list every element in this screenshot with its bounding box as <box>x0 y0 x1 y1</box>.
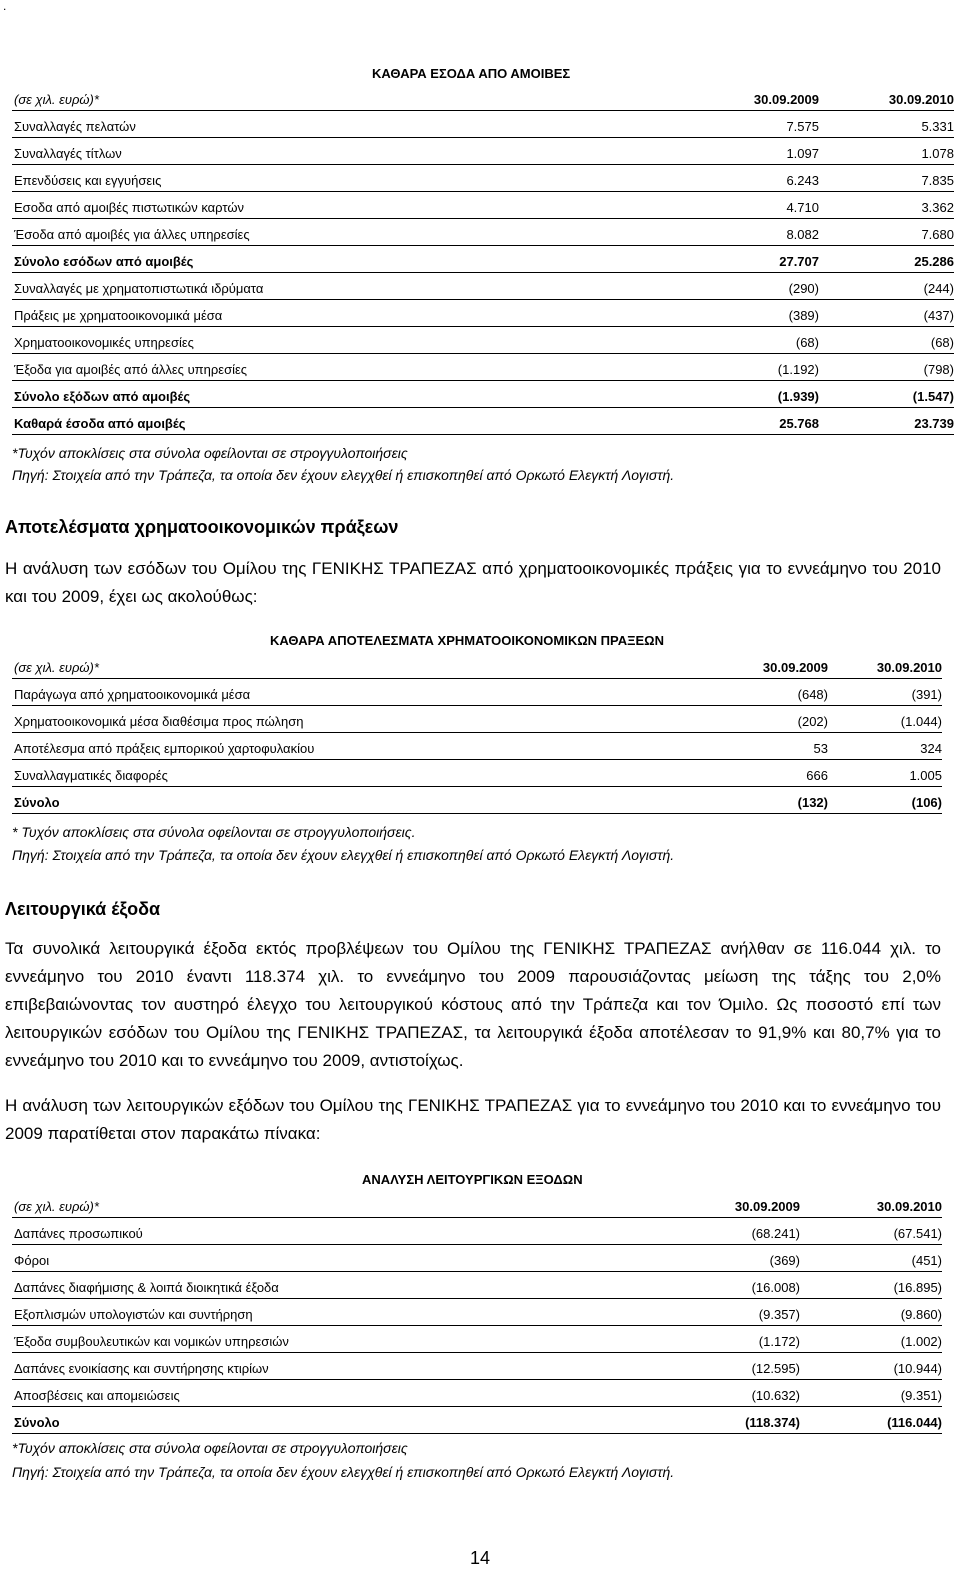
value-2010: 1.005 <box>909 768 942 783</box>
section-heading: Λειτουργικά έξοδα <box>5 899 161 919</box>
value-2010: (116.044) <box>887 1415 942 1430</box>
value-2009: (1.939) <box>777 389 819 404</box>
column-header-2010: 30.09.2010 <box>888 92 954 107</box>
table-title: ΑΝΑΛΥΣΗ ΛΕΙΤΟΥΡΓΙΚΩΝ ΕΞΟΔΩΝ <box>362 1172 583 1187</box>
table-row <box>12 354 954 381</box>
value-2009: (202) <box>797 714 828 729</box>
value-2010: 25.286 <box>914 254 954 269</box>
row-label: Πράξεις με χρηματοοικονομικά μέσα <box>14 308 223 323</box>
table-title: ΚΑΘΑΡΑ ΑΠΟΤΕΛΕΣΜΑΤΑ ΧΡΗΜΑΤΟΟΙΚΟΝΟΜΙΚΩΝ ΠΡΑΞΕΩΝ <box>270 633 664 648</box>
value-2010: (67.541) <box>893 1226 942 1241</box>
value-2009: 6.243 <box>786 173 819 188</box>
value-2010: (10.944) <box>893 1361 942 1376</box>
value-2010: (1.044) <box>900 714 942 729</box>
table-row <box>12 1326 942 1353</box>
value-2009: (118.374) <box>745 1415 800 1430</box>
row-label: Εξοπλισμών υπολογιστών και συντήρηση <box>14 1307 253 1322</box>
column-header-2010: 30.09.2010 <box>876 660 942 675</box>
value-2010: 7.680 <box>921 227 954 242</box>
table-row <box>12 1272 942 1299</box>
value-2009: (68.241) <box>751 1226 800 1241</box>
value-2010: (9.860) <box>900 1307 942 1322</box>
total-row <box>12 787 942 814</box>
table-row <box>12 733 942 760</box>
column-header-2009: 30.09.2009 <box>762 660 828 675</box>
table-row <box>12 138 954 165</box>
units-label: (σε χιλ. ευρώ)* <box>14 1199 99 1214</box>
rounding-note: *Τυχόν αποκλίσεις στα σύνολα οφείλονται σε στρογγυλοποιήσεις <box>12 445 408 461</box>
net-total-row <box>12 408 954 435</box>
value-2010: (1.002) <box>900 1334 942 1349</box>
rounding-note: * Τυχόν αποκλίσεις στα σύνολα οφείλονται σε στρογγυλοποιήσεις. <box>12 824 416 840</box>
row-label: Συναλλαγές τίτλων <box>14 146 122 161</box>
row-label: Χρηματοοικονομικές υπηρεσίες <box>14 335 194 350</box>
units-label: (σε χιλ. ευρώ)* <box>14 92 99 107</box>
row-label: Σύνολο <box>14 1415 60 1430</box>
page-mark: . <box>3 0 7 13</box>
value-2009: (10.632) <box>751 1388 800 1403</box>
units-label: (σε χιλ. ευρώ)* <box>14 660 99 675</box>
value-2009: 25.768 <box>779 416 819 431</box>
row-label: Εσοδα από αμοιβές πιστωτικών καρτών <box>14 200 244 215</box>
row-label: Αποσβέσεις και απομειώσεις <box>14 1388 180 1403</box>
value-2010: (106) <box>911 795 942 810</box>
value-2009: (16.008) <box>751 1280 800 1295</box>
row-label: Συναλλαγματικές διαφορές <box>14 768 168 783</box>
table-row <box>12 706 942 733</box>
section-paragraph: Τα συνολικά λειτουργικά έξοδα εκτός προβλέψεων του Ομίλου της ΓΕΝΙΚΗΣ ΤΡΑΠΕΖΑΣ ανήλθαν σε 116.044 χιλ. το εννεάμηνο του 2010 έναντι 118.374 χιλ. το εννεάμηνο του 2009 παρουσιάζοντας μείωση της τάξης του 2,0% επιβεβαιώνοντας τον αυστηρό έλεγχο του λειτουργικού κόστους από την Τράπεζα και τον Όμιλο. Ως ποσοστό επί των λειτουργικών εσόδων του Ομίλου της ΓΕΝΙΚΗΣ ΤΡΑΠΕΖΑΣ, τα λειτουργικά έξοδα αποτέλεσαν το 91,9% και 80,7% για το εννεάμηνο του 2010 και το εννεάμηνο του 2009, αντιστοίχως. <box>5 939 941 1070</box>
table-row <box>12 219 954 246</box>
row-label: Δαπάνες προσωπικού <box>14 1226 143 1241</box>
value-2010: (16.895) <box>893 1280 942 1295</box>
table-row <box>12 1380 942 1407</box>
value-2009: (389) <box>788 308 819 323</box>
table-row <box>12 1245 942 1272</box>
table-row <box>12 111 954 138</box>
value-2009: 53 <box>813 741 828 756</box>
value-2010: (391) <box>911 687 942 702</box>
value-2009: (132) <box>797 795 828 810</box>
table-row <box>12 165 954 192</box>
table-header-row <box>12 84 954 111</box>
row-label: Χρηματοοικονομικά μέσα διαθέσιμα προς πώληση <box>14 714 304 729</box>
value-2010: 1.078 <box>921 146 954 161</box>
row-label: Παράγωγα από χρηματοοικονομικά μέσα <box>14 687 251 702</box>
value-2009: (290) <box>788 281 819 296</box>
row-label: Συναλλαγές με χρηματοπιστωτικά ιδρύματα <box>14 281 264 296</box>
value-2010: 324 <box>920 741 942 756</box>
value-2009: 7.575 <box>786 119 819 134</box>
row-label: Φόροι <box>14 1253 50 1268</box>
table-row <box>12 1299 942 1326</box>
section-heading: Αποτελέσματα χρηματοοικονομικών πράξεων <box>5 517 399 537</box>
source-note: Πηγή: Στοιχεία από την Τράπεζα, τα οποία δεν έχουν ελεγχθεί ή επισκοπηθεί από Ορκωτό Ελεγκτή Λογιστή. <box>12 1464 675 1480</box>
value-2010: 3.362 <box>921 200 954 215</box>
total-row <box>12 246 954 273</box>
row-label: Δαπάνες διαφήμισης & λοιπά διοικητικά έξοδα <box>14 1280 279 1295</box>
value-2009: (68) <box>795 335 819 350</box>
value-2010: (244) <box>923 281 954 296</box>
value-2009: 666 <box>806 768 828 783</box>
source-note: Πηγή: Στοιχεία από την Τράπεζα, τα οποία δεν έχουν ελεγχθεί ή επισκοπηθεί από Ορκωτό Ελεγκτή Λογιστή. <box>12 847 675 863</box>
row-label: Σύνολο εξόδων από αμοιβές <box>14 389 191 404</box>
table-row <box>12 1218 942 1245</box>
section-paragraph: Η ανάλυση των εσόδων του Ομίλου της ΓΕΝΙΚΗΣ ΤΡΑΠΕΖΑΣ από χρηματοοικονομικές πράξεις για το εννεάμηνο του 2010 και του 2009, έχει ως ακολούθως: <box>5 559 941 606</box>
value-2010: (68) <box>930 335 954 350</box>
row-label: Έξοδα συμβουλευτικών και νομικών υπηρεσιών <box>14 1334 289 1349</box>
row-label: Συναλλαγές πελατών <box>14 119 136 134</box>
value-2009: 27.707 <box>779 254 819 269</box>
value-2009: (648) <box>797 687 828 702</box>
value-2009: (1.192) <box>777 362 819 377</box>
column-header-2009: 30.09.2009 <box>753 92 819 107</box>
table-header-row <box>12 652 942 679</box>
value-2009: 4.710 <box>786 200 819 215</box>
table-row <box>12 1353 942 1380</box>
table-row <box>12 273 954 300</box>
value-2010: (451) <box>911 1253 942 1268</box>
column-header-2009: 30.09.2009 <box>734 1199 800 1214</box>
row-label: Σύνολο <box>14 795 60 810</box>
value-2010: (798) <box>923 362 954 377</box>
value-2009: 1.097 <box>786 146 819 161</box>
value-2009: (9.357) <box>758 1307 800 1322</box>
row-label: Έξοδα για αμοιβές από άλλες υπηρεσίες <box>14 362 248 377</box>
row-label: Δαπάνες ενοικίασης και συντήρησης κτιρίων <box>14 1361 269 1376</box>
table-header-row <box>12 1191 942 1218</box>
source-note: Πηγή: Στοιχεία από την Τράπεζα, τα οποία δεν έχουν ελεγχθεί ή επισκοπηθεί από Ορκωτό Ελεγκτή Λογιστή. <box>12 467 675 483</box>
row-label: Έσοδα από αμοιβές για άλλες υπηρεσίες <box>14 227 250 242</box>
value-2009: (369) <box>769 1253 800 1268</box>
value-2010: 5.331 <box>921 119 954 134</box>
table-row <box>12 300 954 327</box>
row-label: Σύνολο εσόδων από αμοιβές <box>14 254 194 269</box>
row-label: Καθαρά έσοδα από αμοιβές <box>14 416 186 431</box>
table-title: ΚΑΘΑΡΑ ΕΣΟΔΑ ΑΠΟ ΑΜΟΙΒΕΣ <box>372 66 571 81</box>
row-label: Επενδύσεις και εγγυήσεις <box>14 173 162 188</box>
value-2009: 8.082 <box>786 227 819 242</box>
row-label: Αποτέλεσμα από πράξεις εμπορικού χαρτοφυλακίου <box>14 741 315 756</box>
value-2010: (9.351) <box>900 1388 942 1403</box>
rounding-note: *Τυχόν αποκλίσεις στα σύνολα οφείλονται σε στρογγυλοποιήσεις <box>12 1440 408 1456</box>
section-paragraph: Η ανάλυση των λειτουργικών εξόδων του Ομίλου της ΓΕΝΙΚΗΣ ΤΡΑΠΕΖΑΣ για το εννεάμηνο του 2010 και το εννεάμηνο του 2009 παρατίθεται στον παρακάτω πίνακα: <box>5 1096 941 1143</box>
value-2009: (1.172) <box>758 1334 800 1349</box>
table-row <box>12 760 942 787</box>
page-number: 14 <box>469 1548 491 1568</box>
column-header-2010: 30.09.2010 <box>876 1199 942 1214</box>
value-2010: 23.739 <box>914 416 954 431</box>
value-2010: 7.835 <box>921 173 954 188</box>
value-2010: (1.547) <box>912 389 954 404</box>
value-2010: (437) <box>923 308 954 323</box>
table-row <box>12 679 942 706</box>
value-2009: (12.595) <box>751 1361 800 1376</box>
total-row <box>12 1407 942 1434</box>
total-row <box>12 381 954 408</box>
table-row <box>12 327 954 354</box>
table-row <box>12 192 954 219</box>
